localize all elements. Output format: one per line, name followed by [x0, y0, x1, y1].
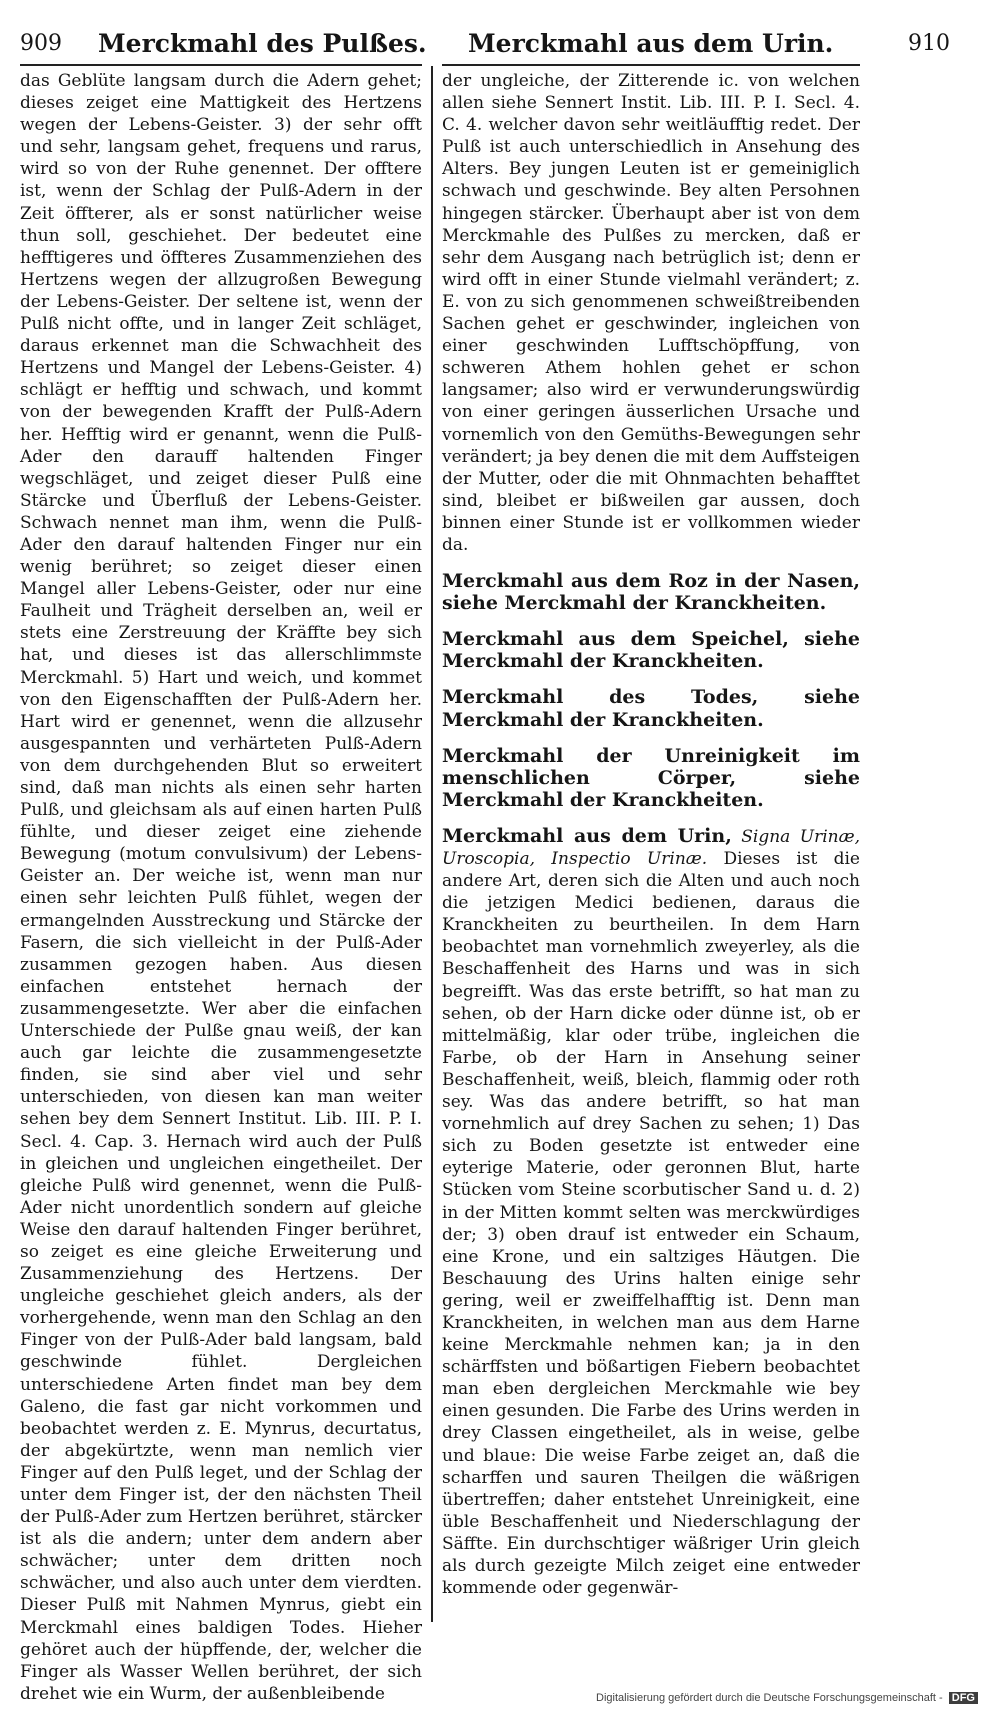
pulse-entry-continuation: der ungleiche, der Zitterende ic. von welchen allen siehe Sennert Instit. Lib. III. P. I. Secl. 4. C. 4. welcher davon sehr weitläufftig redet. Der Pulß ist auch unterschiedlich in Ansehung des Alters. Bey jungen Leuten ist er gemeiniglich schwach und geschwinde. Bey alten Persohnen hingegen stärcker. Überhaupt aber ist von dem Merckmahle des Pulßes zu mercken, daß er sehr dem Ausgang nach betrüglich ist; denn er wird offt in einer Stunde vielmahl verändert; z. E. von zu sich genommenen schweißtreibenden Sachen gehet er geschwinder, ingleichen von einer geschwinden Lufftschöpffung, von schweren Athem hohlen gehet er schon langsamer; also wird er verwunderungswürdig von einer geringen äusserlichen Ursache und vornemlich von den Gemüths-Bewegungen sehr verändert; ja bey denen die mit dem Auffsteigen der Mutter, oder die mit Ohnmachten behafftet sind, bleibet er bißweilen gar aussen, doch binnen einer Stunde ist er vollkommen wieder da.	[442, 71, 860, 555]
urine-entry-heading: Merckmahl aus dem Urin,	[442, 824, 732, 847]
left-page-number: 909	[20, 31, 62, 56]
left-header-rule	[20, 64, 422, 66]
urine-entry-latin: Signa Urinæ, Uroscopia, Inspectio Urinæ.	[442, 826, 860, 869]
right-page-number: 910	[908, 31, 950, 56]
right-running-title: Merckmahl aus dem Urin.	[468, 29, 834, 58]
right-header-rule	[442, 64, 860, 66]
entry-saliva: Merckmahl aus dem Speichel, siehe Merckmahl der Kranckheiten.	[442, 628, 860, 673]
entry-nasal-mucus: Merckmahl aus dem Roz in der Nasen, siehe Merckmahl der Kranckheiten.	[442, 570, 860, 615]
left-column-text: das Geblüte langsam durch die Adern gehet; dieses zeiget eine Mattigkeit des Hertzens wegen der Lebens-Geister. 3) der sehr offt und sehr, langsam gehet, frequens und rarus, wird so von der Ruhe genennet. Der offtere ist, wenn der Schlag der Pulß-Adern in der Zeit öffterer, als er sonst natürlicher weise thun soll, geschiehet. Der bedeutet eine hefftigeres und öffteres Zusammenziehen des Hertzens wegen der allzugroßen Bewegung der Lebens-Geister. Der seltene ist, wenn der Pulß nicht offte, und in langer Zeit schläget, daraus erkennet man die Schwachheit des Hertzens und Mangel der Lebens-Geister. 4) schlägt er hefftig und schwach, und kommt von der bewegenden Krafft der Pulß-Adern her. Hefftig wird er genannt, wenn die Pulß-Ader den darauff haltenden Finger wegschläget, und zeiget dieser Pulß eine Stärcke und Überfluß der Lebens-Geister. Schwach nennet man ihm, wenn die Pulß-Ader den darauf haltenden Finger nur ein wenig berühret; so zeiget dieser einen Mangel aller Lebens-Geister, oder nur eine Faulheit und Trägheit derselben an, weil er stets eine Zerstreuung der Kräffte bey sich hat, und dieses ist das allerschlimmste Merckmahl. 5) Hart und weich, und kommet von den Eigenschafften der Pulß-Adern her. Hart wird er genennet, wenn die allzusehr ausgespannten und verhärteten Pulß-Adern von dem durchgehenden Blut so erweitert sind, daß man nichts als einen sehr harten Pulß, und gleichsam als auf einen harten Pulß fühlte, und dieser zeiget eine ziehende Bewegung (motum convulsivum) der Lebens-Geister an. Der weiche ist, wenn man nur einen sehr leichten Pulß fühlet, wegen der ermangelnden Ausstreckung und Stärcke der Fasern, die sich vielleicht in der Pulß-Ader zusammen gezogen haben. Aus diesen einfachen entstehet hernach der zusammengesetzte. Wer aber die einfachen Unterschiede der Pulße gnau weiß, der kan auch gar leichte die zusammengesetzte finden, sie sind aber viel und sehr unterschieden, von diesen kan man weiter sehen bey dem Sennert Institut. Lib. III. P. I. Secl. 4. Cap. 3. Hernach wird auch der Pulß in gleichen und ungleichen eingetheilet. Der gleiche Pulß wird genennet, wenn die Pulß-Ader nicht unordentlich sondern auf gleiche Weise den darauf haltenden Finger berühret, so zeiget es eine gleiche Erweiterung und Zusammenziehung des Hertzens. Der ungleiche geschiehet gleich anders, als der vorhergehende, wenn man den Schlag an den Finger von der Pulß-Ader bald langsam, bald geschwinde fühlet. Dergleichen unterschiedene Arten findet man bey dem Galeno, die fast gar nicht vorkommen und beobachtet werden z. E. Mynrus, decurtatus, der abgekürtzte, wenn man nemlich vier Finger auf den Pulß leget, und der Schlag der unter dem Finger ist, der den nächsten Theil der Pulß-Ader zum Hertzen berühret, stärcker ist als die andern; unter dem andern aber schwächer; unter dem dritten noch schwächer, und also auch unter dem vierdten. Dieser Pulß mit Nahmen Mynrus, giebt ein Merckmahl eines baldigen Todes. Hieher gehöret auch der hüpffende, der, welcher die Finger als Wasser Wellen berühret, der sich drehet wie ein Wurm, der außenbleibende	[20, 71, 422, 1704]
dfg-logo: DFG	[949, 1692, 978, 1704]
entry-impurity: Merckmahl der Unreinigkeit im menschlichen Cörper, siehe Merckmahl der Kranckheiten.	[442, 744, 860, 811]
digitization-credit	[560, 1692, 978, 1704]
left-column	[20, 70, 422, 1705]
column-divider	[431, 66, 433, 1622]
right-column	[442, 70, 860, 1599]
entry-death: Merckmahl des Todes, siehe Merckmahl der Kranckheiten.	[442, 686, 860, 731]
left-running-title: Merckmahl des Pulßes.	[98, 29, 427, 58]
urine-entry-text: Dieses ist die andere Art, deren sich die Alten und auch noch die jetzigen Medici bedienen, daraus die Kranckheiten zu beurtheilen. In dem Harn beobachtet man vornehmlich zweyerley, als die Beschaffenheit des Harns und was in sich begreifft. Was das erste betrifft, so hat man zu sehen, ob der Harn dicke oder dünne ist, ob er mittelmäßig, klar oder trübe, ingleichen die Farbe, ob der Harn in Ansehung seiner Beschaffenheit, weiß, bleich, flammig oder roth sey. Was das andere betrifft, so hat man vornehmlich auf drey Sachen zu sehen; 1) Das sich zu Boden gesetzte ist entweder eine eyterige Materie, oder geronnen Blut, harte Stücken vom Steine scorbutischer Sand u. d. 2) in der Mitten kommt selten was merckwürdiges der; 3) oben drauf ist entweder ein Schaum, eine Krone, und ein saltziges Häutgen. Die Beschauung des Urins halten einige sehr gering, weil er zweiffelhafftig ist. Denn man Kranckheiten, in welchen man aus dem Harne keine Merckmahle nehmen kan; ja in den schärffsten und bößartigen Fiebern beobachtet man eben dergleichen Merckmahle wie bey einen gesunden. Die Farbe des Urins werden in drey Classen eingetheilet, als in weise, gelbe und blaue: Die weise Farbe zeiget an, daß die scharffen und sauren Theilgen die wäßrigen übertreffen; daher entstehet Unreinigkeit, eine üble Beschaffenheit und Niederschlagung der Säffte. Ein durchschtiger wäßriger Urin gleich als durch gezeigte Milch zeiget eine entweder kommende oder gegenwär-	[442, 849, 860, 1599]
credit-text: Digitalisierung gefördert durch die Deutsche Forschungsgemeinschaft -	[596, 1692, 943, 1704]
entry-urine	[442, 825, 860, 1599]
